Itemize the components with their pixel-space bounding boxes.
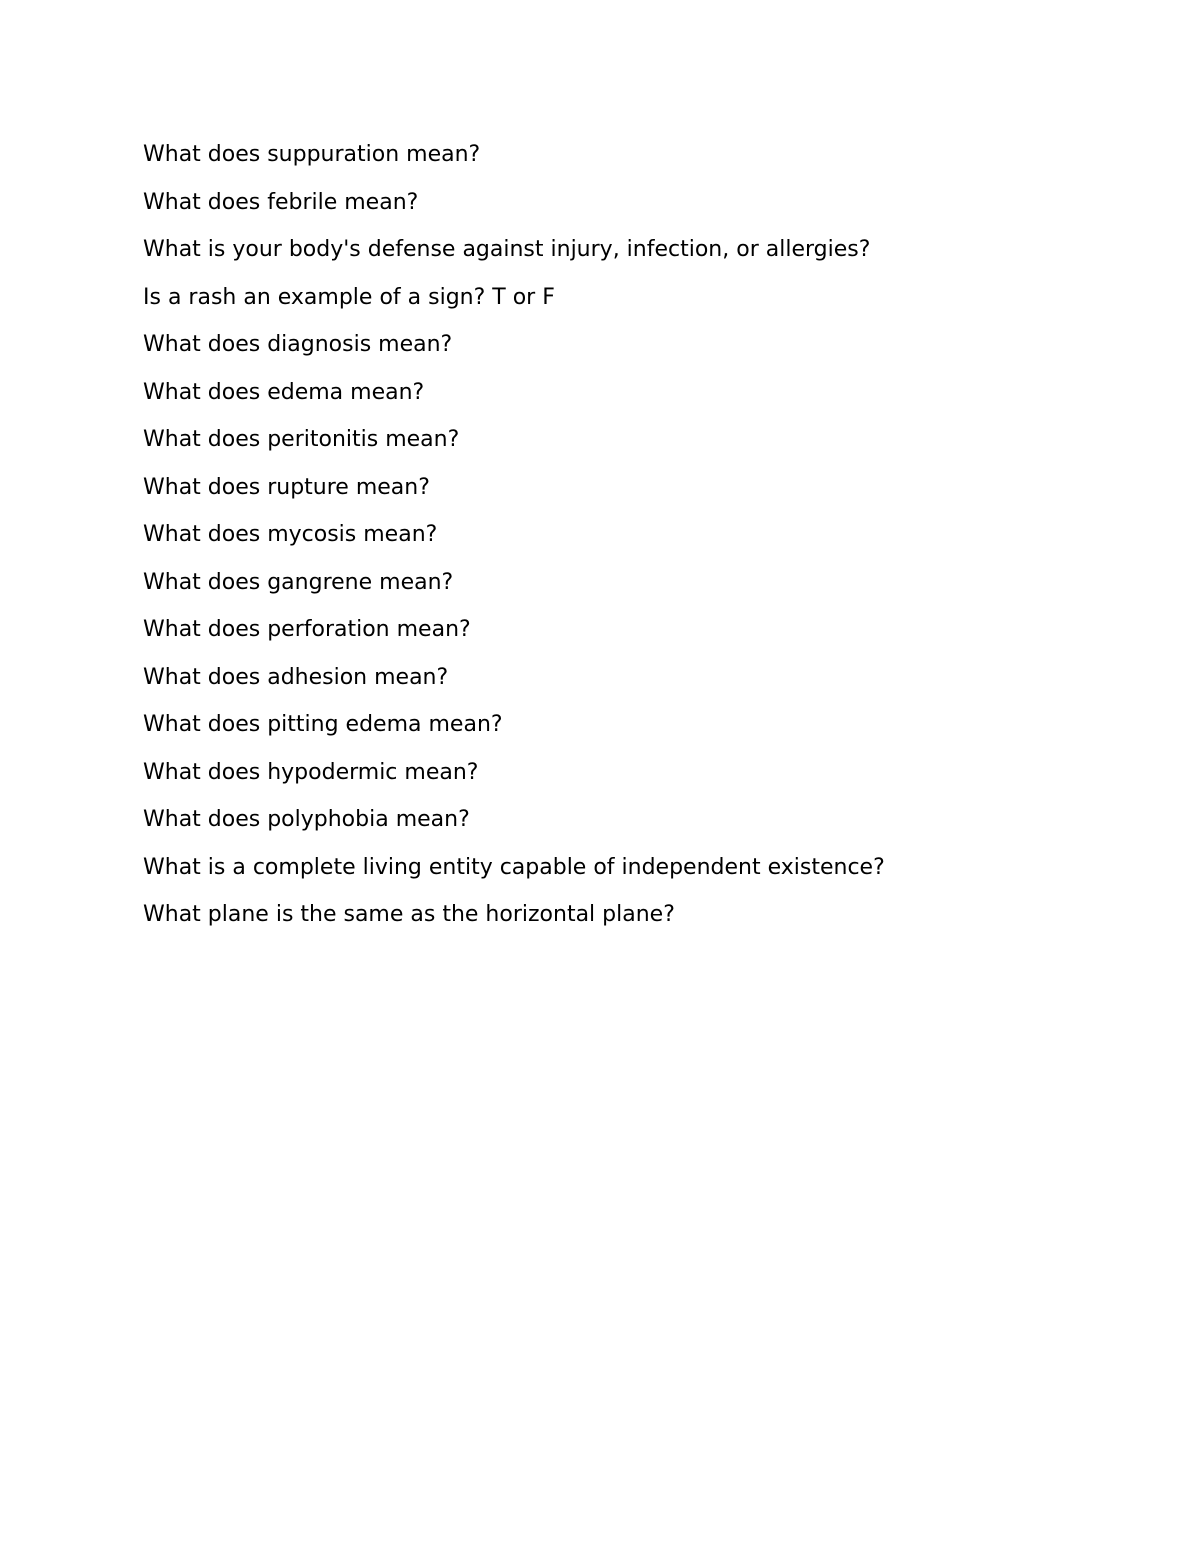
question-line: What does diagnosis mean? xyxy=(143,332,453,357)
question-line: Is a rash an example of a sign? T or F xyxy=(143,284,555,310)
question-line: What plane is the same as the horizontal plane? xyxy=(143,902,675,927)
question-line: What does suppuration mean? xyxy=(143,142,481,167)
question-line: What does perforation mean? xyxy=(143,617,471,642)
question-line: What does mycosis mean? xyxy=(143,522,438,547)
question-line: What does adhesion mean? xyxy=(143,664,449,690)
question-line: What does polyphobia mean? xyxy=(143,807,470,832)
question-line: What does rupture mean? xyxy=(143,474,430,500)
question-line: What does gangrene mean? xyxy=(143,569,454,595)
question-line: What does pitting edema mean? xyxy=(143,712,503,737)
question-line: What does peritonitis mean? xyxy=(143,427,460,452)
question-line: What does febrile mean? xyxy=(143,189,419,215)
question-line: What does hypodermic mean? xyxy=(143,759,479,785)
question-list xyxy=(143,139,1143,947)
question-line: What is a complete living entity capable of independent existence? xyxy=(143,854,885,880)
question-line: What is your body's defense against injury, infection, or allergies? xyxy=(143,237,871,262)
question-line: What does edema mean? xyxy=(143,379,425,405)
